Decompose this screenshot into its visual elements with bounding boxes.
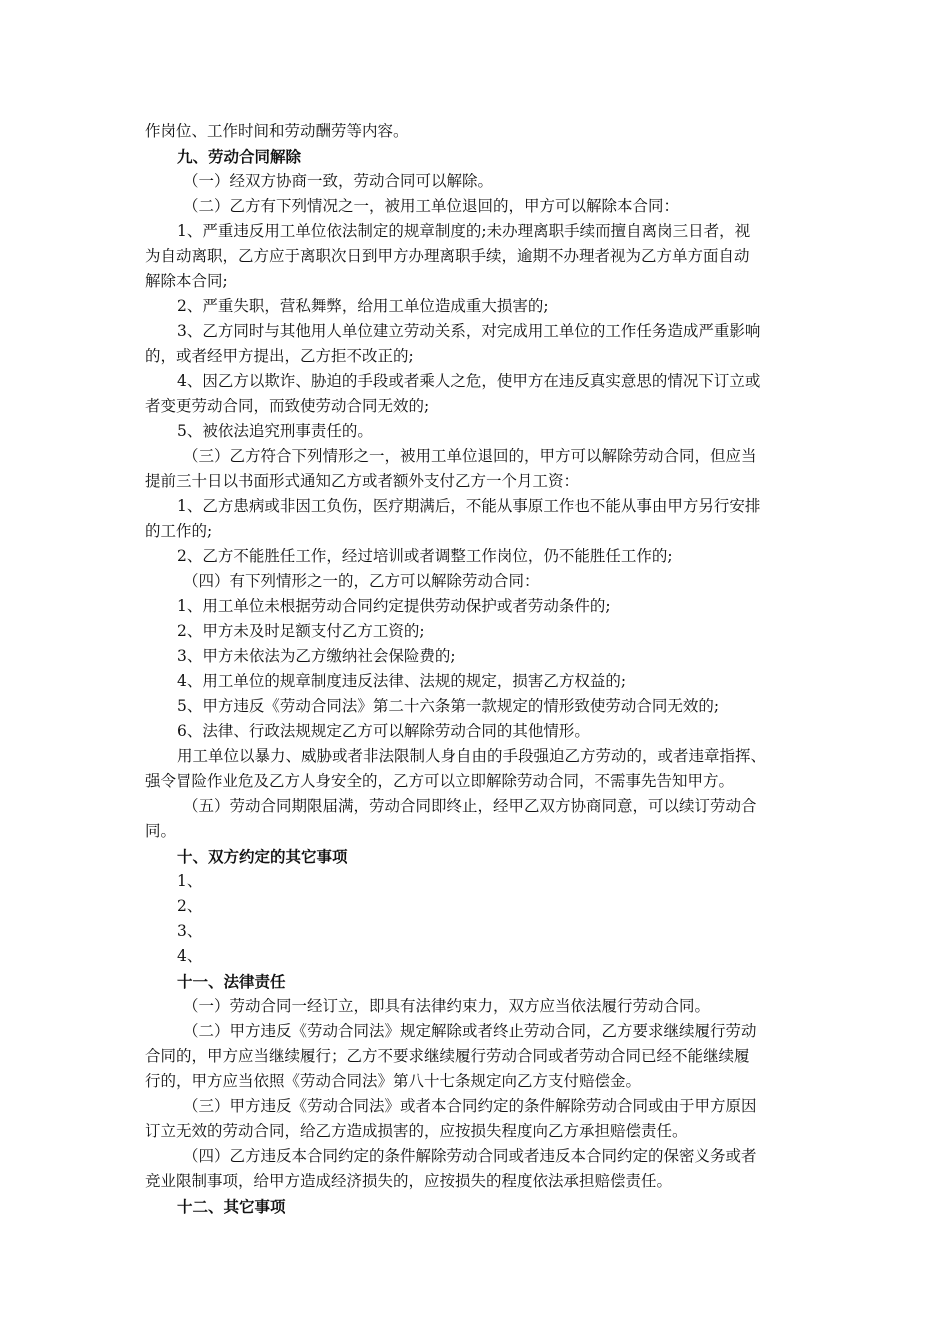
paragraph-line: 提前三十日以书面形式通知乙方或者额外支付乙方一个月工资： [145,472,580,490]
paragraph-line: 2、严重失职，营私舞弊，给用工单位造成重大损害的; [177,297,549,315]
paragraph-line: （二）甲方违反《劳动合同法》规定解除或者终止劳动合同，乙方要求继续履行劳动 [183,1022,757,1040]
section-heading-11: 十一、法律责任 [177,972,286,991]
paragraph-line: 作岗位、工作时间和劳动酬劳等内容。 [145,122,409,140]
paragraph-line: （四）乙方违反本合同约定的条件解除劳动合同或者违反本合同约定的保密义务或者 [183,1147,757,1165]
paragraph-line: 同。 [145,822,177,840]
paragraph-line: 的，或者经甲方提出，乙方拒不改正的; [145,347,414,365]
section-heading-12: 十二、其它事项 [177,1197,286,1216]
paragraph-line: 4、用工单位的规章制度违反法律、法规的规定，损害乙方权益的; [177,672,627,690]
paragraph-line: 6、法律、行政法规规定乙方可以解除劳动合同的其他情形。 [177,722,590,740]
paragraph-line: （三）甲方违反《劳动合同法》或者本合同约定的条件解除劳动合同或由于甲方原因 [183,1097,757,1115]
paragraph-line: 3、乙方同时与其他用人单位建立劳动关系，对完成用工单位的工作任务造成严重影响 [177,322,761,340]
paragraph-line: 1、乙方患病或非因工负伤，医疗期满后，不能从事原工作也不能从事由甲方另行安排 [177,497,761,515]
section-heading-9: 九、劳动合同解除 [177,147,302,166]
paragraph-line: 竞业限制事项，给甲方造成经济损失的，应按损失的程度依法承担赔偿责任。 [145,1172,673,1190]
paragraph-line: 的工作的; [145,522,213,540]
paragraph-line: 1、严重违反用工单位依法制定的规章制度的;未办理离职手续而擅自离岗三日者，视 [177,222,751,240]
list-item: 1、 [177,872,203,890]
paragraph-line: 强令冒险作业危及乙方人身安全的，乙方可以立即解除劳动合同，不需事先告知甲方。 [145,772,735,790]
paragraph-line: 2、乙方不能胜任工作，经过培训或者调整工作岗位，仍不能胜任工作的; [177,547,673,565]
list-item: 2、 [177,897,203,915]
paragraph-line: 用工单位以暴力、威胁或者非法限制人身自由的手段强迫乙方劳动的，或者违章指挥、 [177,747,767,765]
paragraph-line: 5、被依法追究刑事责任的。 [177,422,373,440]
paragraph-line: （一）经双方协商一致，劳动合同可以解除。 [183,172,494,190]
paragraph-line: 2、甲方未及时足额支付乙方工资的; [177,622,425,640]
paragraph-line: 订立无效的劳动合同，给乙方造成损害的，应按损失程度向乙方承担赔偿责任。 [145,1122,688,1140]
list-item: 4、 [177,947,203,965]
paragraph-line: 为自动离职，乙方应于离职次日到甲方办理离职手续，逾期不办理者视为乙方单方面自动 [145,247,750,265]
paragraph-line: 5、甲方违反《劳动合同法》第二十六条第一款规定的情形致使劳动合同无效的; [177,697,720,715]
paragraph-line: 行的，甲方应当依照《劳动合同法》第八十七条规定向乙方支付赔偿金。 [145,1072,642,1090]
list-item: 3、 [177,922,203,940]
paragraph-line: 1、用工单位未根据劳动合同约定提供劳动保护或者劳动条件的; [177,597,611,615]
paragraph-line: 3、甲方未依法为乙方缴纳社会保险费的; [177,647,456,665]
paragraph-line: （一）劳动合同一经订立，即具有法律约束力，双方应当依法履行劳动合同。 [183,997,711,1015]
paragraph-line: （五）劳动合同期限届满，劳动合同即终止，经甲乙双方协商同意，可以续订劳动合 [183,797,757,815]
paragraph-line: （四）有下列情形之一的，乙方可以解除劳动合同： [183,572,540,590]
paragraph-line: 4、因乙方以欺诈、胁迫的手段或者乘人之危，使甲方在违反真实意思的情况下订立或 [177,372,761,390]
paragraph-line: 者变更劳动合同，而致使劳动合同无效的; [145,397,430,415]
paragraph-line: （三）乙方符合下列情形之一，被用工单位退回的，甲方可以解除劳动合同，但应当 [183,447,757,465]
paragraph-line: 合同的，甲方应当继续履行；乙方不要求继续履行劳动合同或者劳动合同已经不能继续履 [145,1047,750,1065]
paragraph-line: 解除本合同; [145,272,228,290]
paragraph-line: （二）乙方有下列情况之一，被用工单位退回的，甲方可以解除本合同： [183,197,680,215]
document-page [145,119,825,1219]
section-heading-10: 十、双方约定的其它事项 [177,847,348,866]
